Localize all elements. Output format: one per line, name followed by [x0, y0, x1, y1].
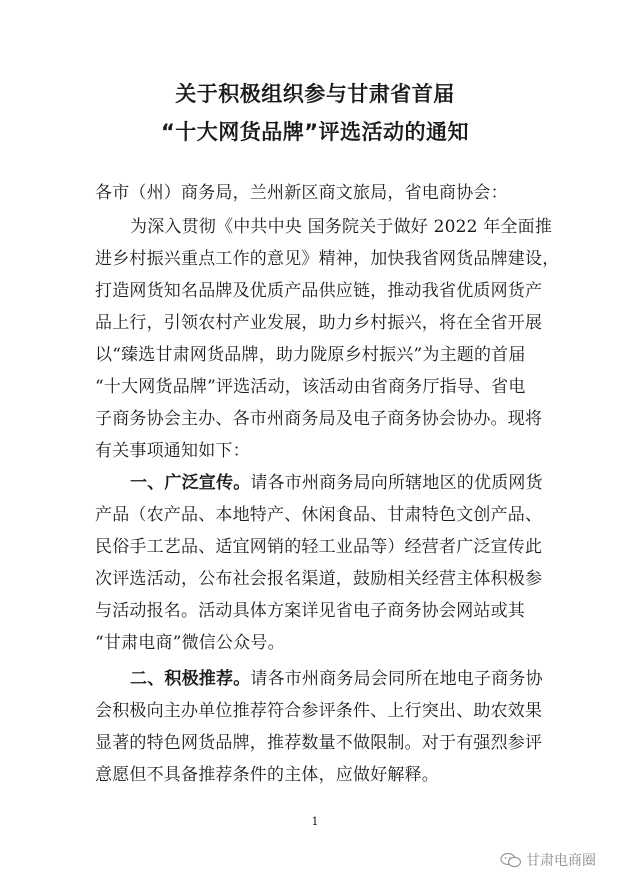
intro-line: “十大网货品牌”评选活动，该活动由省商务厅指导、省电 — [95, 377, 526, 397]
watermark-text: 甘肃电商圈 — [526, 853, 596, 869]
section-2-heading: 二、积极推荐。 — [130, 669, 251, 689]
intro-line: 子商务协会主办、各市州商务局及电子商务协会协办。现将 — [95, 409, 543, 429]
watermark — [500, 850, 596, 870]
intro-line: 品上行，引领农村产业发展，助力乡村振兴，将在全省开展 — [95, 313, 543, 333]
section-1-text: 请各市州商务局向所辖地区的优质网货 — [250, 473, 543, 493]
section-1-first-line — [130, 468, 543, 493]
section-1-line: 与活动报名。活动具体方案详见省电子商务协会网站或其 — [95, 601, 525, 621]
salutation: 各市（州）商务局，兰州新区商文旅局，省电商协会： — [95, 183, 508, 203]
section-1-line: “甘肃电商”微信公众号。 — [95, 633, 285, 653]
intro-line: 为深入贯彻《中共中央 国务院关于做好 2022 年全面推 — [130, 217, 553, 237]
page-number: 1 — [311, 815, 319, 828]
intro-line: 打造网货知名品牌及优质产品供应链，推动我省优质网货产 — [95, 281, 543, 301]
section-2-line: 显著的特色网货品牌，推荐数量不做限制。对于有强烈参评 — [95, 733, 543, 753]
section-1-heading: 一、广泛宣传。 — [130, 473, 251, 493]
wechat-icon — [500, 852, 522, 868]
section-1-line: 产品（农产品、本地特产、休闲食品、甘肃特色文创产品、 — [95, 505, 543, 525]
intro-line: 以“臻选甘肃网货品牌，助力陇原乡村振兴”为主题的首届 — [95, 345, 526, 365]
section-2-first-line — [130, 664, 543, 689]
title-line-1: 关于积极组织参与甘肃省首届 — [175, 82, 455, 106]
section-1-line: 次评选活动，公布社会报名渠道，鼓励相关经营主体积极参 — [95, 569, 543, 589]
section-2-line: 会积极向主办单位推荐符合参评条件、上行突出、助农效果 — [95, 701, 543, 721]
section-2-text: 请各市州商务局会同所在地电子商务协 — [250, 669, 543, 689]
intro-line: 有关事项通知如下： — [95, 441, 250, 461]
section-1-line: 民俗手工艺品、适宜网销的轻工业品等）经营者广泛宣传此 — [95, 537, 543, 557]
intro-line: 进乡村振兴重点工作的意见》精神，加快我省网货品牌建设， — [95, 249, 560, 269]
section-2-line: 意愿但不具备推荐条件的主体，应做好解释。 — [95, 765, 439, 785]
title-line-2: “十大网货品牌”评选活动的通知 — [160, 120, 470, 144]
